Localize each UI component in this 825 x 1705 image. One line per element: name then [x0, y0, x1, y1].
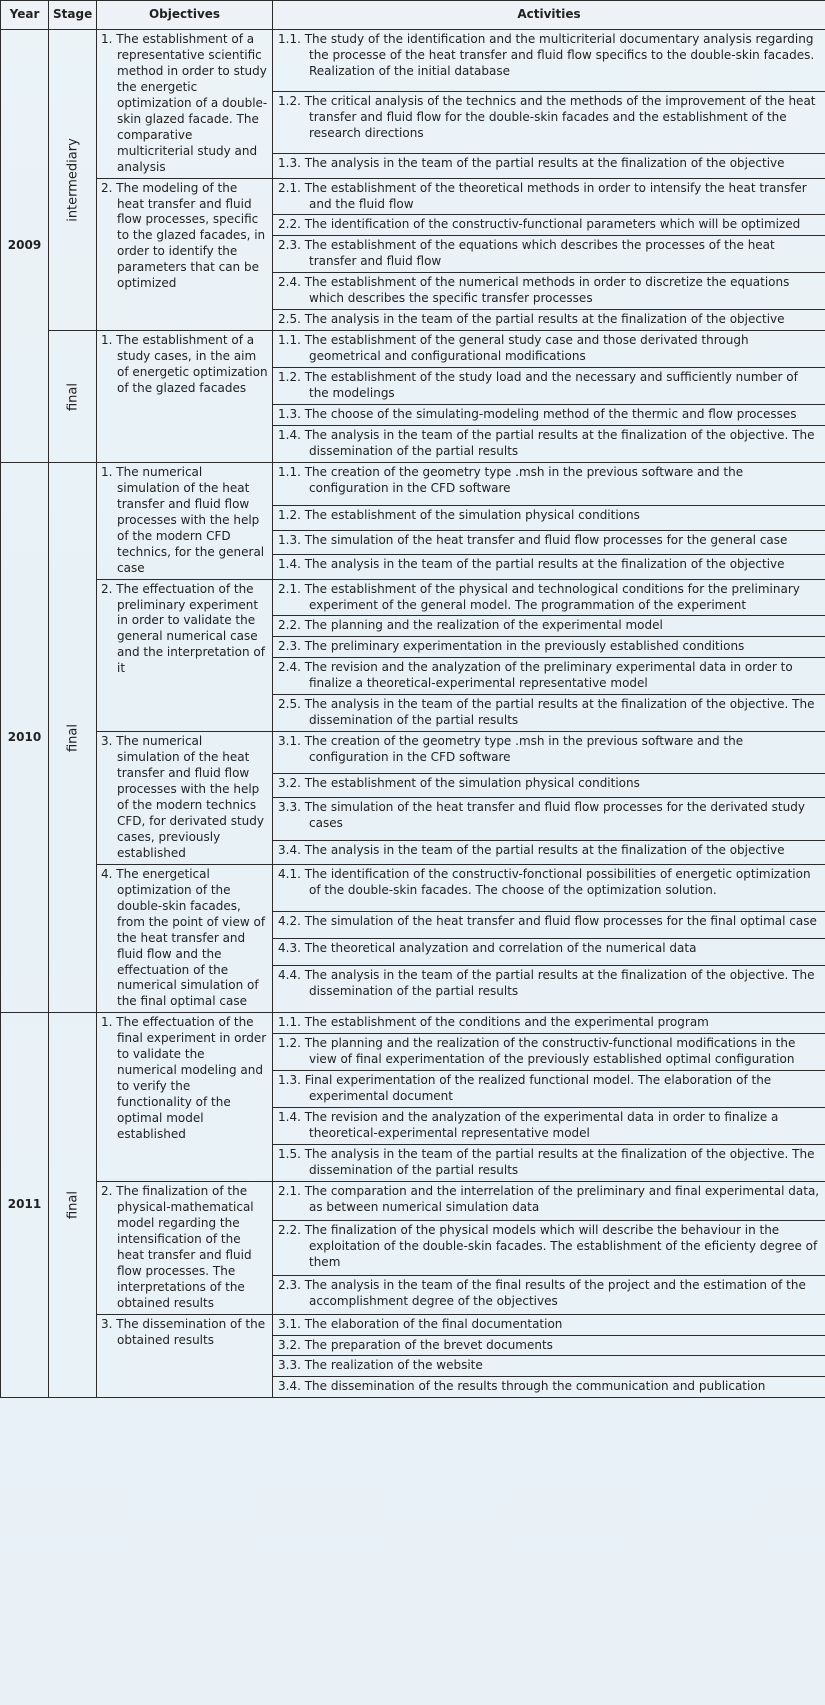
activity-cell: 2.5. The analysis in the team of the partial results at the finalization of the objective — [273, 310, 825, 331]
activity-cell: 2.1. The establishment of the physical and technological conditions for the preliminary experiment of the general model. The programmation of the experiment — [273, 579, 825, 616]
objective-cell: 2. The finalization of the physical-mathematical model regarding the intensification of the heat transfer and fluid flow processes. The interpretations of the obtained results — [97, 1181, 273, 1314]
stage-label: final — [64, 1191, 80, 1220]
objective-cell: 1. The establishment of a study cases, in the aim of energetic optimization of the glazed facades — [97, 331, 273, 463]
table-row — [1, 178, 825, 215]
table-row — [1, 864, 825, 911]
table-row — [1, 1013, 825, 1034]
table-row — [1, 1181, 825, 1220]
activity-cell: 3.2. The establishment of the simulation physical conditions — [273, 774, 825, 798]
activity-cell: 2.2. The planning and the realization of the experimental model — [273, 616, 825, 637]
activity-cell: 1.1. The establishment of the conditions and the experimental program — [273, 1013, 825, 1034]
activity-cell: 4.1. The identification of the constructiv-fonctional possibilities of energetic optimization of the double-skin facades. The choose of the optimization solution. — [273, 864, 825, 911]
objective-cell: 4. The energetical optimization of the double-skin facades, from the point of view of the heat transfer and fluid flow and the effectuation of the numerical simulation of the final optimal case — [97, 864, 273, 1013]
header-objectives: Objectives — [97, 1, 273, 30]
stage-label: final — [64, 382, 80, 411]
stage-label: final — [64, 723, 80, 752]
activity-cell: 1.3. The simulation of the heat transfer and fluid flow processes for the general case — [273, 530, 825, 555]
activity-cell: 3.1. The elaboration of the final documentation — [273, 1314, 825, 1335]
header-activities: Activities — [273, 1, 825, 30]
activity-cell: 1.2. The planning and the realization of the constructiv-functional modifications in the view of final experimentation of the previously established optimal configuration — [273, 1034, 825, 1071]
objective-cell: 1. The numerical simulation of the heat transfer and fluid flow processes with the help of the modern CFD technics, for the general case — [97, 462, 273, 579]
activity-cell: 2.3. The establishment of the equations which describes the processes of the heat transfer and fluid flow — [273, 236, 825, 273]
activity-cell: 3.3. The realization of the website — [273, 1356, 825, 1377]
year-cell: 2010 — [1, 462, 49, 1013]
year-cell: 2011 — [1, 1013, 49, 1398]
activity-cell: 1.1. The creation of the geometry type .msh in the previous software and the configuration in the CFD software — [273, 462, 825, 505]
activity-cell: 2.2. The identification of the constructiv-functional parameters which will be optimized — [273, 215, 825, 236]
activity-cell: 2.3. The analysis in the team of the final results of the project and the estimation of the accomplishment degree of the objectives — [273, 1275, 825, 1314]
activity-cell: 2.4. The establishment of the numerical methods in order to discretize the equations which describes the specific transfer processes — [273, 273, 825, 310]
activity-cell: 1.4. The analysis in the team of the partial results at the finalization of the objective. The dissemination of the partial results — [273, 425, 825, 462]
objective-cell: 3. The numerical simulation of the heat transfer and fluid flow processes with the help of the modern technics CFD, for derivated study cases, previously established — [97, 732, 273, 865]
table-row — [1, 579, 825, 616]
objective-cell: 2. The modeling of the heat transfer and fluid flow processes, specific to the glazed facades, in order to identify the parameters that can be optimized — [97, 178, 273, 331]
table-row — [1, 462, 825, 505]
activity-cell: 4.4. The analysis in the team of the partial results at the finalization of the objective. The dissemination of the partial results — [273, 965, 825, 1012]
header-stage: Stage — [49, 1, 97, 30]
activity-cell: 3.4. The dissemination of the results through the communication and publication — [273, 1377, 825, 1398]
activity-cell: 4.3. The theoretical analyzation and correlation of the numerical data — [273, 939, 825, 966]
activity-cell: 1.2. The establishment of the simulation physical conditions — [273, 506, 825, 531]
header-year: Year — [1, 1, 49, 30]
stage-label: intermediary — [64, 138, 80, 222]
schedule-body — [1, 30, 825, 1398]
activity-cell: 3.2. The preparation of the brevet documents — [273, 1335, 825, 1356]
activity-cell: 1.4. The revision and the analyzation of the experimental data in order to finalize a theoretical-experimental representative model — [273, 1108, 825, 1145]
activity-cell: 1.3. The choose of the simulating-modeling method of the thermic and flow processes — [273, 405, 825, 426]
activity-cell: 2.5. The analysis in the team of the partial results at the finalization of the objective. The dissemination of the partial results — [273, 695, 825, 732]
table-row — [1, 30, 825, 92]
table-header-row — [1, 1, 825, 30]
activity-cell: 2.1. The establishment of the theoretical methods in order to intensify the heat transfer and the fluid flow — [273, 178, 825, 215]
activity-cell: 1.3. The analysis in the team of the partial results at the finalization of the objective — [273, 154, 825, 179]
activity-cell: 1.3. Final experimentation of the realized functional model. The elaboration of the experimental document — [273, 1071, 825, 1108]
activity-cell: 2.2. The finalization of the physical models which will describe the behaviour in the exploitation of the double-skin facades. The establishment of the eficienty degree of them — [273, 1220, 825, 1275]
activity-cell: 1.5. The analysis in the team of the partial results at the finalization of the objective. The dissemination of the partial results — [273, 1145, 825, 1182]
activity-cell: 3.1. The creation of the geometry type .msh in the previous software and the configuration in the CFD software — [273, 732, 825, 774]
activity-cell: 4.2. The simulation of the heat transfer and fluid flow processes for the final optimal case — [273, 912, 825, 939]
objective-cell: 3. The dissemination of the obtained results — [97, 1314, 273, 1398]
activity-cell: 1.2. The critical analysis of the technics and the methods of the improvement of the heat transfer and fluid flow for the double-skin facades and the establishment of the research directions — [273, 92, 825, 154]
stage-cell — [49, 1013, 97, 1398]
activity-cell: 1.1. The study of the identification and the multicriterial documentary analysis regarding the processe of the heat transfer and fluid flow specifics to the double-skin facades. Realization of the initial database — [273, 30, 825, 92]
objective-cell: 1. The establishment of a representative scientific method in order to study the energetic optimization of a double-skin glazed facade. The comparative multicriterial study and analysis — [97, 30, 273, 179]
activity-cell: 1.2. The establishment of the study load and the necessary and sufficiently number of the modelings — [273, 368, 825, 405]
activity-cell: 3.3. The simulation of the heat transfer and fluid flow processes for the derivated study cases — [273, 798, 825, 840]
activity-cell: 3.4. The analysis in the team of the partial results at the finalization of the objective — [273, 840, 825, 864]
table-row — [1, 331, 825, 368]
objective-cell: 2. The effectuation of the preliminary experiment in order to validate the general numerical case and the interpretation of it — [97, 579, 273, 732]
table-row — [1, 732, 825, 774]
activity-cell: 2.4. The revision and the analyzation of the preliminary experimental data in order to finalize a theoretical-experimental representative model — [273, 658, 825, 695]
stage-cell — [49, 331, 97, 463]
activity-cell: 2.3. The preliminary experimentation in the previously established conditions — [273, 637, 825, 658]
objective-cell: 1. The effectuation of the final experiment in order to validate the numerical modeling and to verify the functionality of the optimal model established — [97, 1013, 273, 1182]
stage-cell — [49, 462, 97, 1013]
stage-cell — [49, 30, 97, 331]
activity-cell: 1.1. The establishment of the general study case and those derivated through geometrical and configurational modifications — [273, 331, 825, 368]
table-row — [1, 1314, 825, 1335]
activity-cell: 2.1. The comparation and the interrelation of the preliminary and final experimental data, as between numerical simulation data — [273, 1181, 825, 1220]
activity-cell: 1.4. The analysis in the team of the partial results at the finalization of the objective — [273, 555, 825, 580]
year-cell: 2009 — [1, 30, 49, 463]
